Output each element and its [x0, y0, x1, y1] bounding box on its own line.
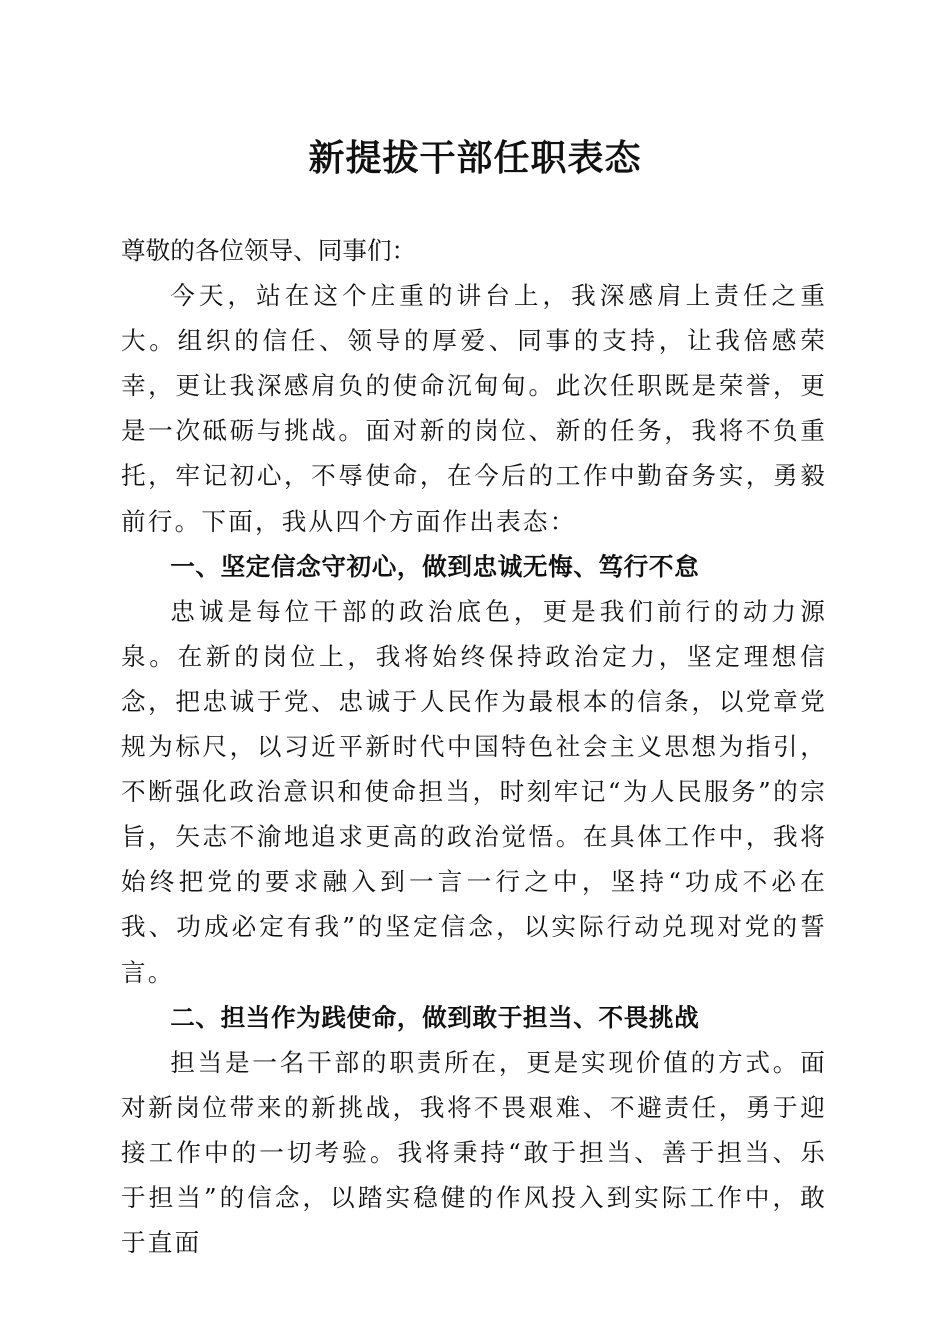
- salutation: 尊敬的各位领导、同事们：: [121, 236, 417, 265]
- document-body: [121, 228, 827, 1265]
- intro-paragraph: 今天，站在这个庄重的讲台上，我深感肩上责任之重大。组织的信任、领导的厚爱、同事的支持，让我倍感荣幸，更让我深感肩负的使命沉甸甸。此次任职既是荣誉，更是一次砥砺与挑战。面对新的岗位、新的任务，我将不负重托，牢记初心，不辱使命，在今后的工作中勤奋务实，勇毅前行。下面，我从四个方面作出表态：: [121, 281, 827, 536]
- section-body-2: 担当是一名干部的职责所在，更是实现价值的方式。面对新岗位带来的新挑战，我将不畏艰难、不避责任，勇于迎接工作中的一切考验。我将秉持“敢于担当、善于担当、乐于担当”的信念，以踏实稳健的作风投入到实际工作中，敢于直面: [121, 1047, 827, 1258]
- section-heading-2: 二、担当作为践使命，做到敢于担当、不畏挑战: [170, 1002, 700, 1032]
- document-title: 新提拔干部任职表态: [308, 137, 642, 179]
- section-body-1: 忠诚是每位干部的政治底色，更是我们前行的动力源泉。在新的岗位上，我将始终保持政治定力，坚定理想信念，把忠诚于党、忠诚于人民作为最根本的信条，以党章党规为标尺，以习近平新时代中国特色社会主义思想为指引，不断强化政治意识和使命担当，时刻牢记“为人民服务”的宗旨，矢志不渝地追求更高的政治觉悟。在具体工作中，我将始终把党的要求融入到一言一行之中，坚持“功成不必在我、功成必定有我”的坚定信念，以实际行动兑现对党的誓言。: [121, 596, 827, 987]
- section-heading-1: 一、坚定信念守初心，做到忠诚无悔、笃行不怠: [170, 551, 700, 581]
